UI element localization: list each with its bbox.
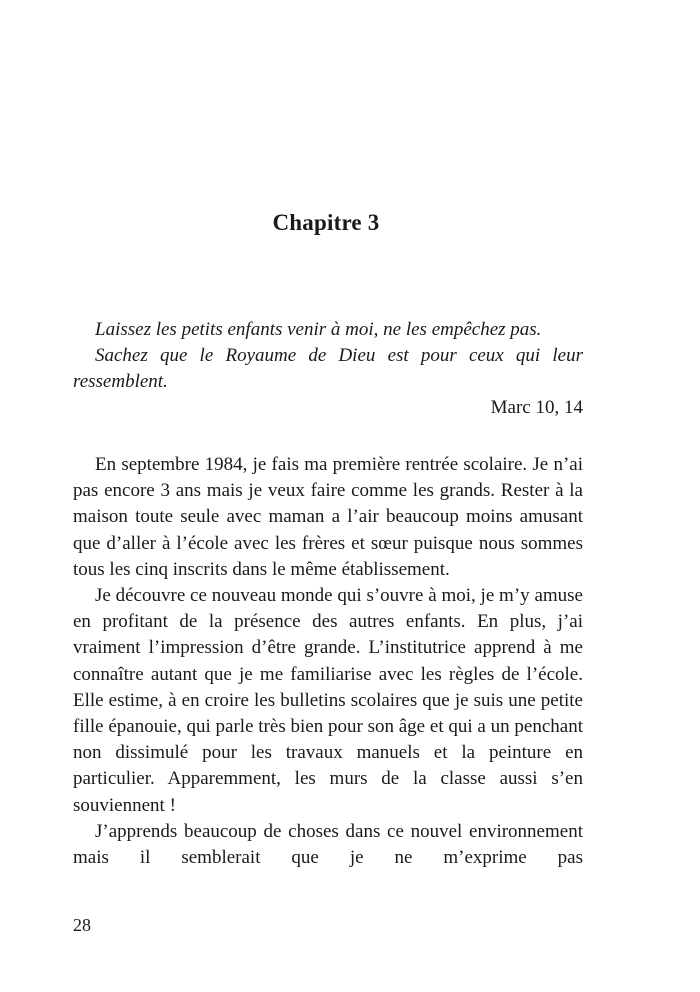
epigraph	[73, 317, 583, 421]
paragraph: En septembre 1984, je fais ma première rentrée scolaire. Je n’ai pas encore 3 ans mais je veux faire comme les grands. Rester à la maison toute seule avec maman a l’air beaucoup moins amusant que d’aller à l’école avec les frères et sœur puisque nous sommes tous les cinq inscrits dans le même établissement.	[73, 454, 583, 580]
paragraph: J’apprends beaucoup de choses dans ce nouvel environnement mais il semblerait que je ne m’exprime pas	[73, 820, 583, 869]
chapter-title: Chapitre 3	[272, 210, 380, 235]
page-number: 28	[73, 915, 91, 935]
paragraph: Je découvre ce nouveau monde qui s’ouvre à moi, je m’y amuse en profitant de la présence des autres enfants. En plus, j’ai vraiment l’impression d’être grande. L’institutrice apprend à me connaître autant que je me familiarise avec les règles de l’école. Elle estime, à en croire les bulletins scolaires que je suis une petite fille épanouie, qui parle très bien pour son âge et qui a un penchant non dissimulé pour les travaux manuels et la peinture en particulier. Apparemment, les murs de la classe aussi s’en souviennent !	[73, 585, 583, 816]
body-text	[73, 452, 583, 871]
epigraph-line-2: Sachez que le Royaume de Dieu est pour ceux qui leur ressemblent.	[73, 345, 583, 392]
epigraph-source: Marc 10, 14	[490, 397, 583, 418]
epigraph-line-1: Laissez les petits enfants venir à moi, ne les empêchez pas.	[95, 319, 542, 340]
